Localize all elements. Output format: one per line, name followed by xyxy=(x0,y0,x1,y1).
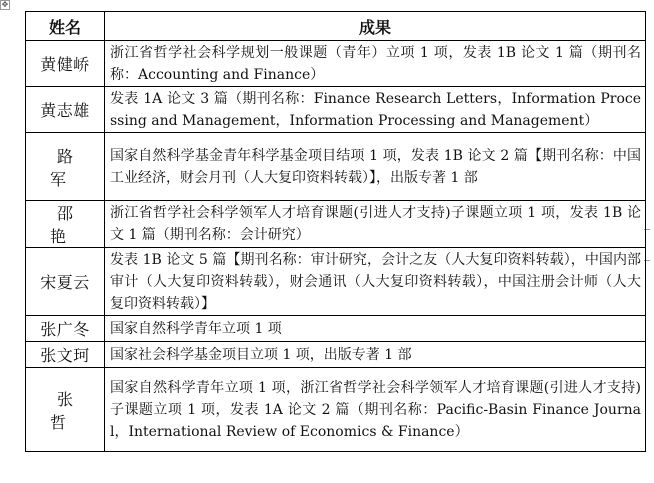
achievements-table xyxy=(25,11,646,452)
header-result: 成果 xyxy=(105,12,646,41)
achievement-text: 发表 1A 论文 3 篇（期刊名称：Finance Research Letters，Information Processing and Management，Information Processing and Management） xyxy=(105,87,646,133)
achievement-text: 国家自然科学基金青年科学基金项目结项 1 项，发表 1B 论文 2 篇【期刊名称：中国工业经济，财会月刊（人大复印资料转载）】，出版专著 1 部 xyxy=(105,133,646,201)
person-name: 黄健峤 xyxy=(26,41,105,87)
header-name: 姓名 xyxy=(26,12,105,41)
person-name: 邵 艳 xyxy=(26,201,105,248)
person-name: 路 军 xyxy=(26,133,105,201)
table-row xyxy=(26,316,646,342)
table-row xyxy=(26,201,646,248)
achievement-text: 浙江省哲学社会科学规划一般课题（青年）立项 1 项，发表 1B 论文 1 篇（期刊名称：Accounting and Finance） xyxy=(105,41,646,87)
achievement-text: 发表 1B 论文 5 篇【期刊名称：审计研究，会计之友（人大复印资料转载），中国内部审计（人大复印资料转载），财会通讯（人大复印资料转载），中国注册会计师（人大复印资料转载）】 xyxy=(105,248,646,316)
achievement-text: 国家社会科学基金项目立项 1 项，出版专著 1 部 xyxy=(105,342,646,368)
achievement-text: 国家自然科学青年立项 1 项 xyxy=(105,316,646,342)
table-move-handle-icon[interactable]: ✥ xyxy=(1,0,9,9)
person-name: 黄志雄 xyxy=(26,87,105,133)
table-row xyxy=(26,368,646,452)
table-row xyxy=(26,248,646,316)
table-row xyxy=(26,41,646,87)
achievement-text: 国家自然科学青年立项 1 项，浙江省哲学社会科学领军人才培育课题(引进人才支持)子课题立项 1 项，发表 1A 论文 2 篇（期刊名称：Pacific-Basin Finance Journal，International Review of Economics & Finance） xyxy=(105,368,646,452)
table-header-row xyxy=(26,12,646,41)
person-name: 张 哲 xyxy=(26,368,105,452)
person-name: 张广冬 xyxy=(26,316,105,342)
table-row xyxy=(26,133,646,201)
achievement-text: 浙江省哲学社会科学领军人才培育课题(引进人才支持)子课题立项 1 项，发表 1B 论文 1 篇（期刊名称：会计研究） xyxy=(105,201,646,248)
table-row xyxy=(26,342,646,368)
person-name: 宋夏云 xyxy=(26,248,105,316)
table-row xyxy=(26,87,646,133)
person-name: 张文珂 xyxy=(26,342,105,368)
